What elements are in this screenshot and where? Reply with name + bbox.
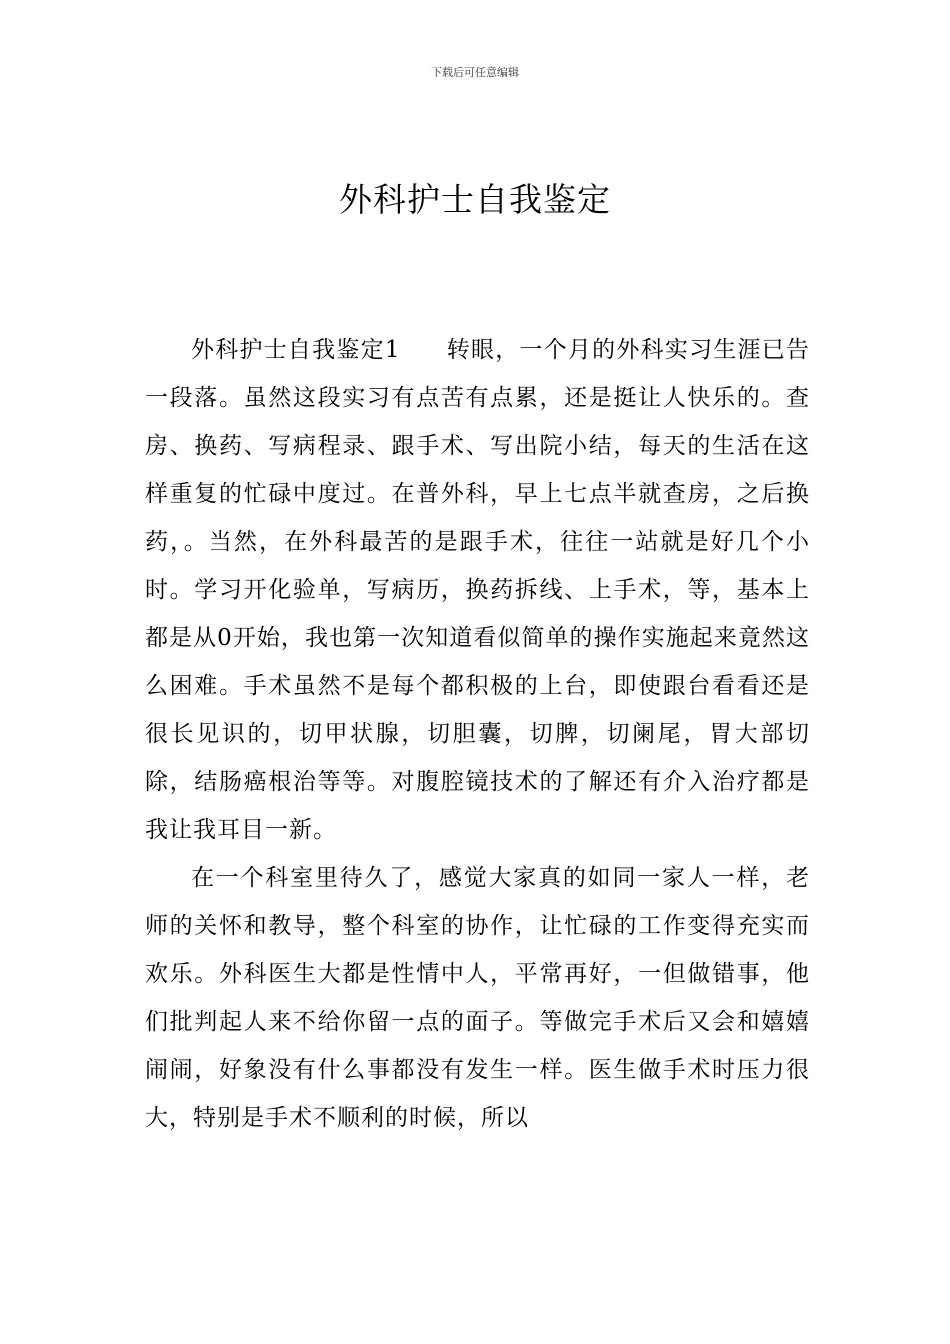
document-body	[145, 326, 810, 1142]
section-heading: 外科护士自我鉴定1	[191, 337, 401, 363]
paragraph-text: 转眼，一个月的外科实习生涯已告一段落。虽然这段实习有点苦有点累，还是挺让人快乐的。查房、换药、写病程录、跟手术、写出院小结，每天的生活在这样重复的忙碌中度过。在普外科，早上七点半就查房，之后换药，。当然，在外科最苦的是跟手术，往往一站就是好几个小时。学习开化验单，写病历，换药拆线、上手术，等，基本上都是从0开始，我也第一次知道看似简单的操作实施起来竟然这么困难。手术虽然不是每个都积极的上台，即使跟台看看还是很长见识的，切甲状腺，切胆囊，切脾，切阑尾，胃大部切除，结肠癌根治等等。对腹腔镜技术的了解还有介入治疗都是我让我耳目一新。	[145, 337, 810, 843]
page-header-note: 下载后可任意编辑	[431, 66, 519, 79]
paragraph-1	[145, 326, 810, 854]
paragraph-2	[145, 854, 810, 1142]
document-title: 外科护士自我鉴定	[339, 180, 611, 219]
paragraph-text: 在一个科室里待久了，感觉大家真的如同一家人一样，老师的关怀和教导，整个科室的协作，让忙碌的工作变得充实而欢乐。外科医生大都是性情中人，平常再好，一但做错事，他们批判起人来不给你留一点的面子。等做完手术后又会和嬉嬉闹闹，好象没有什么事都没有发生一样。医生做手术时压力很大，特别是手术不顺利的时候，所以	[145, 865, 810, 1131]
